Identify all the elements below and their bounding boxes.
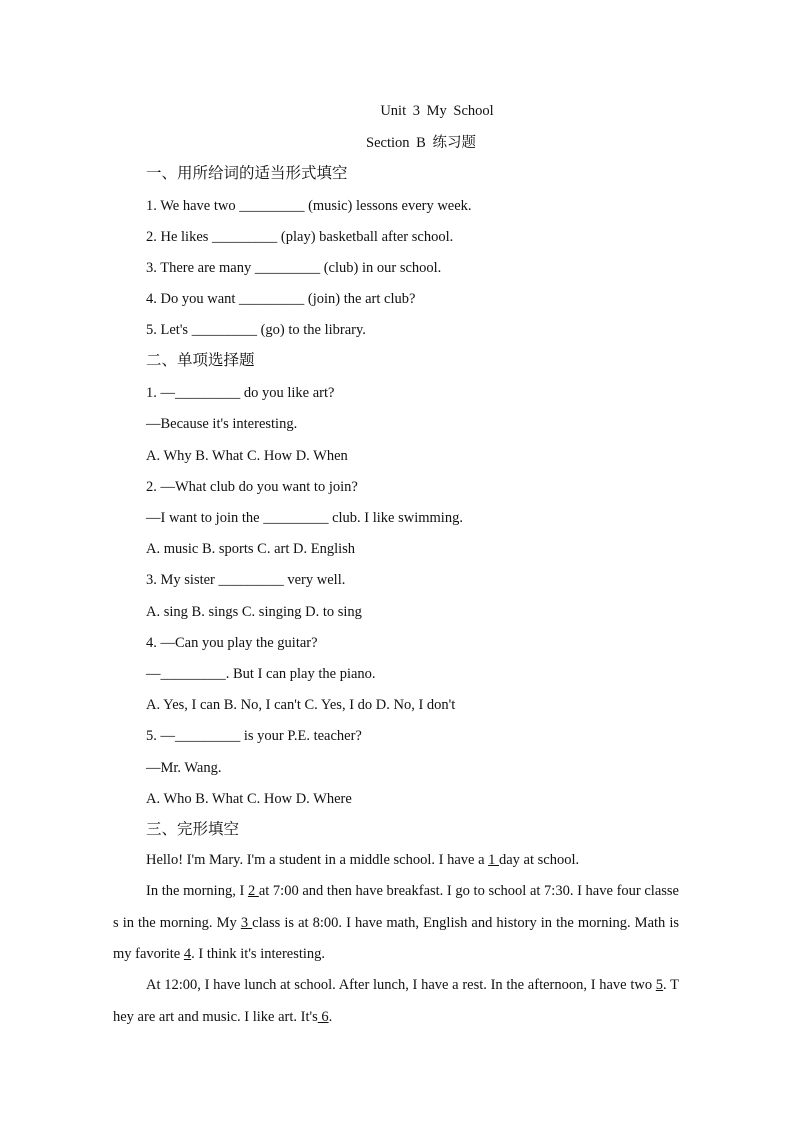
answer-line: —Because it's interesting. [146, 416, 298, 432]
cloze-blank: 1 [488, 852, 499, 868]
cloze-blank: 5 [655, 977, 664, 993]
options-line: A. Why B. What C. How D. When [146, 448, 348, 464]
question-line: 1. We have two _________ (music) lessons every week. [146, 198, 472, 214]
answer-line: —Mr. Wang. [146, 760, 222, 776]
cloze-blank: 3 [240, 914, 253, 931]
page-subtitle: Section B 练习题 [366, 135, 476, 151]
cloze-blank: 6 [317, 1008, 329, 1025]
cloze-paragraph-1: Hello! I'm Mary. I'm a student in a middle school. I have a 1 day at school. [146, 852, 580, 868]
cloze-blank: 4 [183, 946, 192, 962]
question-line: 2. —What club do you want to join? [146, 479, 358, 495]
cloze-blank: 2 [247, 883, 259, 899]
question-line: 4. —Can you play the guitar? [146, 635, 318, 651]
answer-line: —I want to join the _________ club. I like swimming. [146, 510, 463, 526]
question-line: 4. Do you want _________ (join) the art club? [146, 291, 416, 307]
page-title: Unit 3 My School [380, 103, 494, 119]
question-line: 2. He likes _________ (play) basketball after school. [146, 229, 454, 245]
options-line: A. sing B. sings C. singing D. to sing [146, 604, 362, 620]
question-line: 5. —_________ is your P.E. teacher? [146, 728, 362, 744]
answer-line: —_________. But I can play the piano. [146, 666, 376, 682]
section1-heading: 一、用所给词的适当形式填空 [146, 164, 348, 182]
question-line: 1. —_________ do you like art? [146, 385, 335, 401]
options-line: A. Who B. What C. How D. Where [146, 791, 352, 807]
question-line: 3. My sister _________ very well. [146, 572, 346, 588]
section3-heading: 三、完形填空 [146, 820, 240, 838]
cloze-paragraph-3: At 12:00, I have lunch at school. After lunch, I have a rest. In the afternoon, I have two 5. They are art and music. I like art. It's 6. [113, 977, 679, 1025]
question-line: 5. Let's _________ (go) to the library. [146, 322, 366, 338]
question-line: 3. There are many _________ (club) in our school. [146, 260, 442, 276]
options-line: A. Yes, I can B. No, I can't C. Yes, I do D. No, I don't [146, 697, 456, 713]
cloze-paragraph-2: In the morning, I 2 at 7:00 and then have breakfast. I go to school at 7:30. I have four classes in the morning. My 3 class is at 8:00. I have math, English and history in the morning. Math is my favorite 4. I think it's interesting. [113, 883, 680, 962]
section2-heading: 二、单项选择题 [146, 351, 255, 369]
options-line: A. music B. sports C. art D. English [146, 541, 356, 557]
